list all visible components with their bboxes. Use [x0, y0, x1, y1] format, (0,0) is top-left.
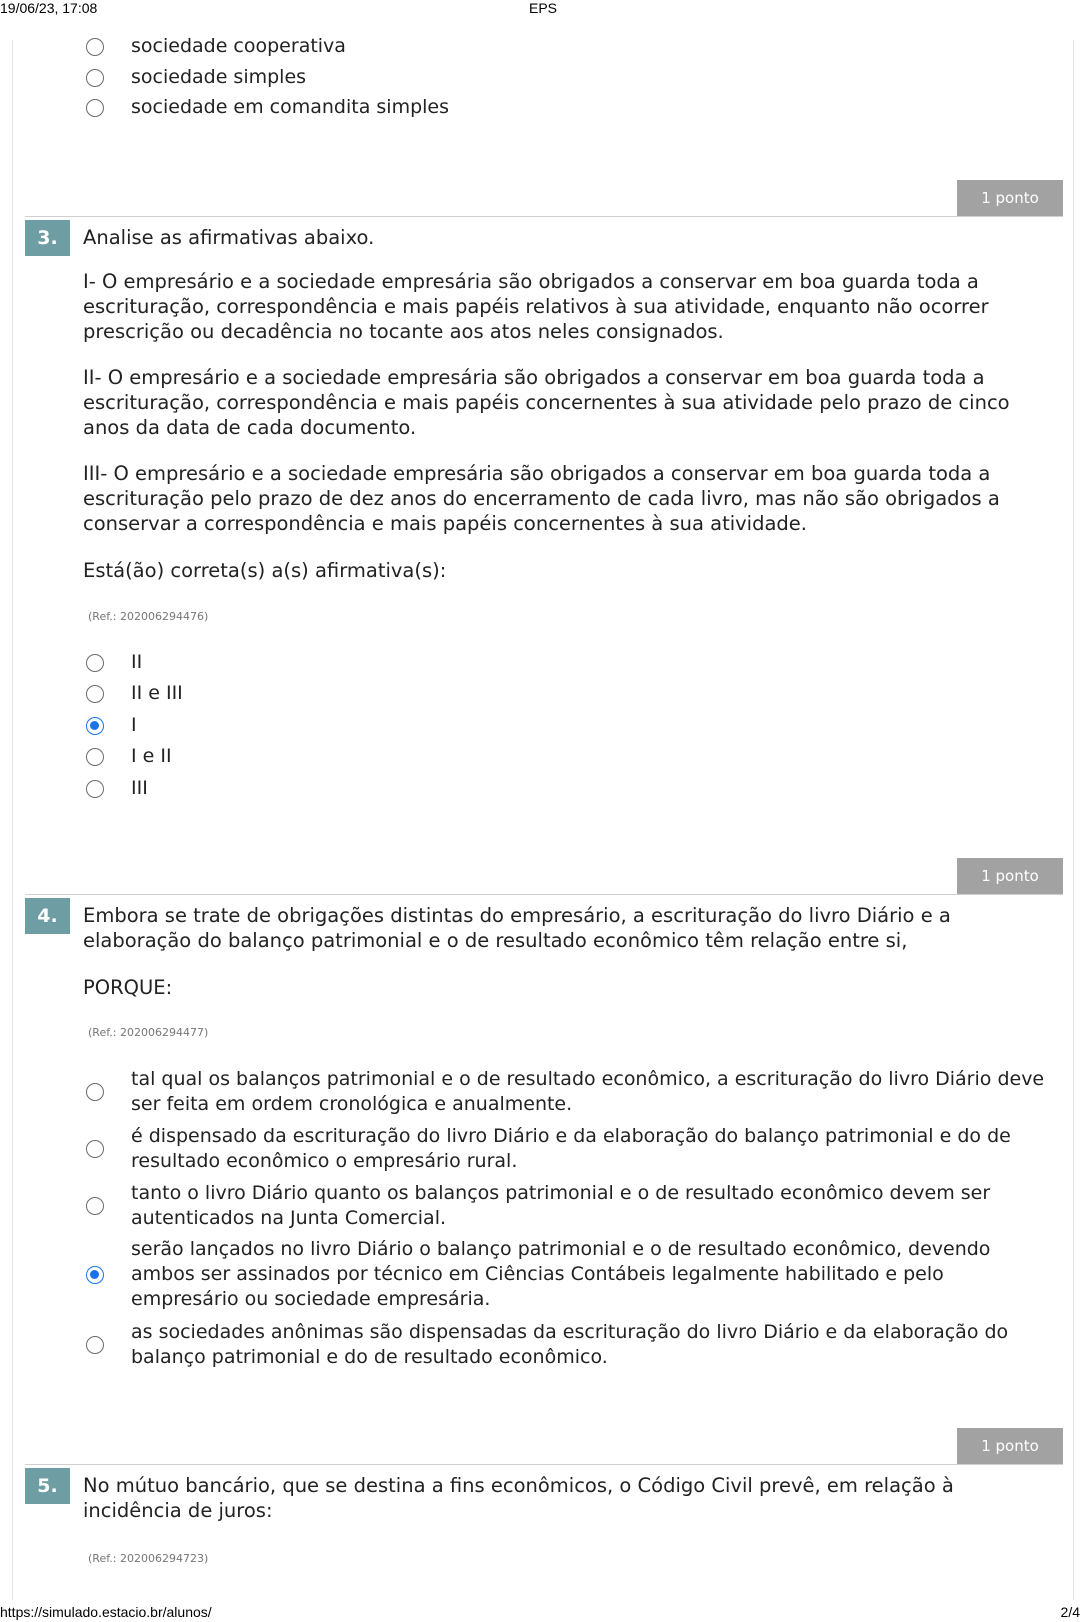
answer-option-selected[interactable] [86, 714, 137, 736]
question-prompt: Está(ão) correta(s) a(s) afirmativa(s): [83, 559, 447, 582]
radio-button[interactable] [86, 38, 104, 56]
answer-option[interactable] [86, 745, 172, 767]
answer-option[interactable] [86, 1321, 1009, 1368]
option-label: II [131, 651, 143, 673]
radio-button[interactable] [86, 99, 104, 117]
question-ref: (Ref.: 202006294476) [88, 610, 209, 623]
print-url: https://simulado.estacio.br/alunos/ [0, 1604, 212, 1620]
option-label: sociedade simples [131, 66, 307, 88]
points-badge: 1 ponto [957, 180, 1063, 216]
answer-option[interactable] [86, 1182, 991, 1229]
question-divider [25, 1464, 1063, 1465]
statement-item: III- O empresário e a sociedade empresária são obrigados a conservar em boa guarda toda a escrituração pelo prazo de dez anos do encerramento de cada livro, mas não são obrigados a conservar a correspondência e mais papéis concernentes à sua atividade. [83, 462, 1000, 535]
print-header [0, 0, 1086, 16]
print-footer [0, 1604, 1086, 1620]
option-label: as sociedades anônimas são dispensadas da escrituração do livro Diário e da elaboração do balanço patrimonial e do de resultado econômico. [131, 1321, 1009, 1368]
print-datetime: 19/06/23, 17:08 [0, 0, 98, 16]
option-label: I e II [131, 745, 172, 767]
answer-option[interactable] [86, 682, 183, 704]
question-divider [25, 894, 1063, 895]
answer-option[interactable] [86, 66, 307, 88]
question-statement: Analise as afirmativas abaixo. [83, 226, 375, 249]
radio-button-checked[interactable] [86, 717, 104, 735]
radio-button[interactable] [86, 69, 104, 87]
answer-option[interactable] [86, 1068, 1045, 1115]
answer-option[interactable] [86, 96, 450, 118]
radio-button[interactable] [86, 1140, 104, 1158]
answer-option[interactable] [86, 35, 346, 57]
option-label: II e III [131, 682, 183, 704]
points-badge: 1 ponto [957, 858, 1063, 894]
question-ref: (Ref.: 202006294477) [88, 1026, 209, 1039]
radio-button[interactable] [86, 1083, 104, 1101]
question-statement: Embora se trate de obrigações distintas do empresário, a escrituração do livro Diário e a elaboração do balanço patrimonial e o de resultado econômico têm relação entre si, [83, 904, 951, 952]
content-border-left [12, 40, 13, 1600]
radio-button[interactable] [86, 654, 104, 672]
answer-option[interactable] [86, 777, 148, 799]
question-statement: No mútuo bancário, que se destina a fins econômicos, o Código Civil prevê, em relação à incidência de juros: [83, 1474, 954, 1522]
radio-button[interactable] [86, 1336, 104, 1354]
statement-item: II- O empresário e a sociedade empresária são obrigados a conservar em boa guarda toda a escrituração, correspondência e mais papéis concernentes à sua atividade pelo prazo de cinco anos da data de cada documento. [83, 366, 1010, 439]
question-ref: (Ref.: 202006294723) [88, 1552, 209, 1565]
option-label: tanto o livro Diário quanto os balanços patrimonial e o de resultado econômico devem ser autenticados na Junta Comercial. [131, 1182, 991, 1229]
question-number: 4. [25, 898, 70, 934]
points-badge: 1 ponto [957, 1428, 1063, 1464]
question-prompt: PORQUE: [83, 976, 173, 999]
option-label: I [131, 714, 137, 736]
print-title: EPS [528, 0, 557, 16]
print-page-number: 2/4 [1060, 1604, 1080, 1620]
radio-button[interactable] [86, 780, 104, 798]
option-label: tal qual os balanços patrimonial e o de resultado econômico, a escrituração do livro Diário deve ser feita em ordem cronológica e anualmente. [131, 1068, 1045, 1115]
question-number: 5. [25, 1468, 70, 1504]
radio-button[interactable] [86, 748, 104, 766]
radio-button[interactable] [86, 1197, 104, 1215]
option-label: serão lançados no livro Diário o balanço patrimonial e o de resultado econômico, devendo ambos ser assinados por técnico em Ciências Contábeis legalmente habilitado e pelo empresário ou sociedade empresária. [131, 1238, 991, 1310]
option-label: é dispensado da escrituração do livro Diário e da elaboração do balanço patrimonial e do de resultado econômico o empresário rural. [131, 1125, 1011, 1172]
option-label: sociedade em comandita simples [131, 96, 450, 118]
option-label: sociedade cooperativa [131, 35, 346, 57]
statement-item: I- O empresário e a sociedade empresária são obrigados a conservar em boa guarda toda a escrituração, correspondência e mais papéis relativos à sua atividade, enquanto não ocorrer prescrição ou decadência no tocante aos atos neles consignados. [83, 270, 989, 343]
answer-option[interactable] [86, 651, 143, 673]
radio-button[interactable] [86, 685, 104, 703]
answer-option[interactable] [86, 1125, 1011, 1172]
option-label: III [131, 777, 148, 799]
question-divider [25, 216, 1063, 217]
content-border-right [1073, 40, 1074, 1600]
question-number: 3. [25, 220, 70, 256]
answer-option-selected[interactable] [86, 1238, 991, 1310]
radio-button-checked[interactable] [86, 1266, 104, 1284]
